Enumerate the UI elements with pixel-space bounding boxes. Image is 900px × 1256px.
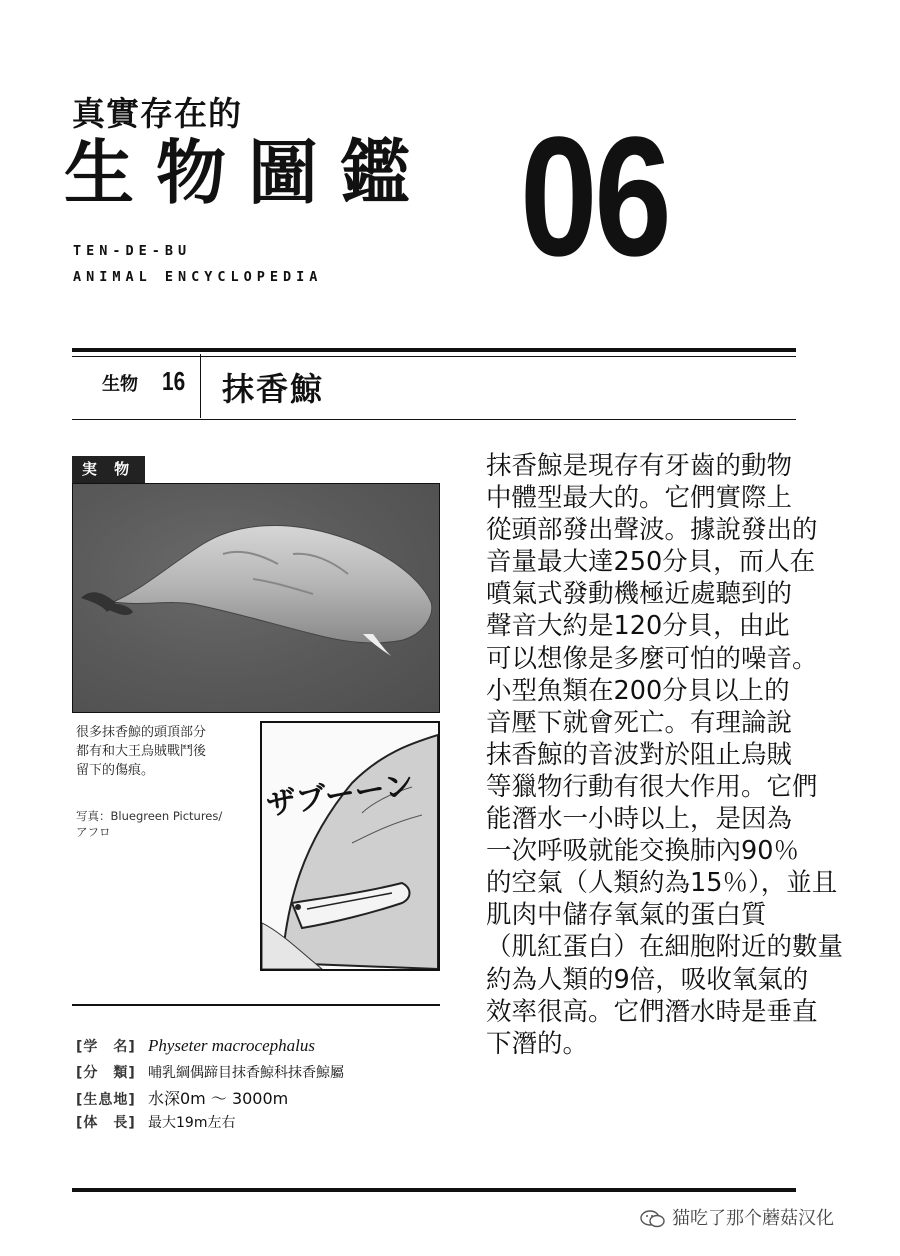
credit-line: 写真：Bluegreen Pictures/ [76, 809, 223, 823]
body-line: 抹香鯨的音波對於阻止烏賊 [486, 739, 793, 770]
data-key: [体 長] [76, 1115, 136, 1131]
photo-credit [76, 808, 256, 840]
species-name: 抹香鯨 [222, 370, 325, 408]
body-line: 從頭部發出聲波。據說發出的 [486, 515, 818, 546]
body-line: 肌肉中儲存氧氣的蛋白質 [486, 900, 767, 931]
body-line: 等獵物行動有很大作用。它們 [486, 771, 818, 802]
body-line: 的空氣（人類約為15％），並且 [486, 868, 838, 899]
watermark [640, 1204, 834, 1230]
volume-number: 06 [520, 102, 669, 292]
credit-line: アフロ [76, 825, 111, 839]
footer-rule [72, 1188, 796, 1192]
data-value: Physeter macrocephalus [148, 1036, 315, 1055]
watermark-text: 猫吃了那个蘑菇汉化 [672, 1208, 834, 1229]
data-row-body-length [76, 1112, 235, 1136]
body-line: 可以想像是多麼可怕的噪音。 [486, 643, 818, 674]
page-title: 生物圖鑑 [64, 132, 432, 214]
species-heading [72, 352, 796, 418]
body-line: 約為人類的9倍，吸收氧氣的 [486, 964, 809, 995]
header-kicker: 真實存在的 [72, 94, 242, 133]
body-line: 音量最大達250分貝，而人在 [486, 547, 816, 578]
chat-bubble-icon [640, 1209, 666, 1229]
photo-tag: 実 物 [72, 456, 145, 483]
rule-bottom [72, 419, 796, 420]
photo-caption [76, 723, 256, 780]
caption-line: 都有和大王烏賊戰鬥後 [76, 744, 207, 759]
data-row-classification [76, 1062, 344, 1086]
whale-illustration [73, 484, 440, 713]
species-label: 生物 [102, 374, 138, 395]
data-value: 哺乳綱偶蹄目抹香鯨科抹香鯨屬 [148, 1065, 344, 1081]
body-line: 中體型最大的。它們實際上 [486, 483, 793, 514]
species-number: 16 [162, 366, 186, 396]
caption-line: 留下的傷痕。 [76, 763, 155, 778]
body-line: 音壓下就會死亡。有理論說 [486, 707, 793, 738]
caption-line: 很多抹香鯨的頭頂部分 [76, 725, 207, 740]
article-body [486, 450, 866, 1060]
body-line: 小型魚類在200分貝以上的 [486, 675, 790, 706]
romaji-line-1: TEN-DE-BU [73, 243, 192, 259]
data-value: 最大19m左右 [148, 1115, 236, 1131]
body-line: 噴氣式發動機極近處聽到的 [486, 579, 793, 610]
body-line: 下潛的。 [486, 1028, 589, 1059]
data-row-habitat [76, 1086, 288, 1110]
sound-effect: ザブーーン [264, 767, 417, 823]
whale-photo [72, 483, 440, 713]
body-line: （肌紅蛋白）在細胞附近的數量 [486, 932, 844, 963]
species-divider [200, 354, 201, 418]
body-line: 一次呼吸就能交換肺內90％ [486, 836, 799, 867]
body-line: 聲音大約是120分貝，由此 [486, 611, 790, 642]
data-value: 水深0m 〜 3000m [148, 1089, 289, 1108]
body-line: 效率很高。它們潛水時是垂直 [486, 996, 818, 1027]
series-romaji [73, 238, 322, 290]
data-key: [生息地] [76, 1092, 136, 1108]
romaji-line-2: ANIMAL ENCYCLOPEDIA [73, 269, 323, 285]
data-row-scientific-name [76, 1036, 315, 1060]
data-rule [72, 1004, 440, 1006]
data-key: [学 名] [76, 1039, 136, 1055]
manga-panel [260, 721, 440, 971]
data-key: [分 類] [76, 1065, 136, 1081]
body-line: 抹香鯨是現存有牙齒的動物 [486, 451, 793, 481]
manga-whale-drawing [262, 723, 438, 969]
body-line: 能潛水一小時以上，是因為 [486, 804, 793, 835]
